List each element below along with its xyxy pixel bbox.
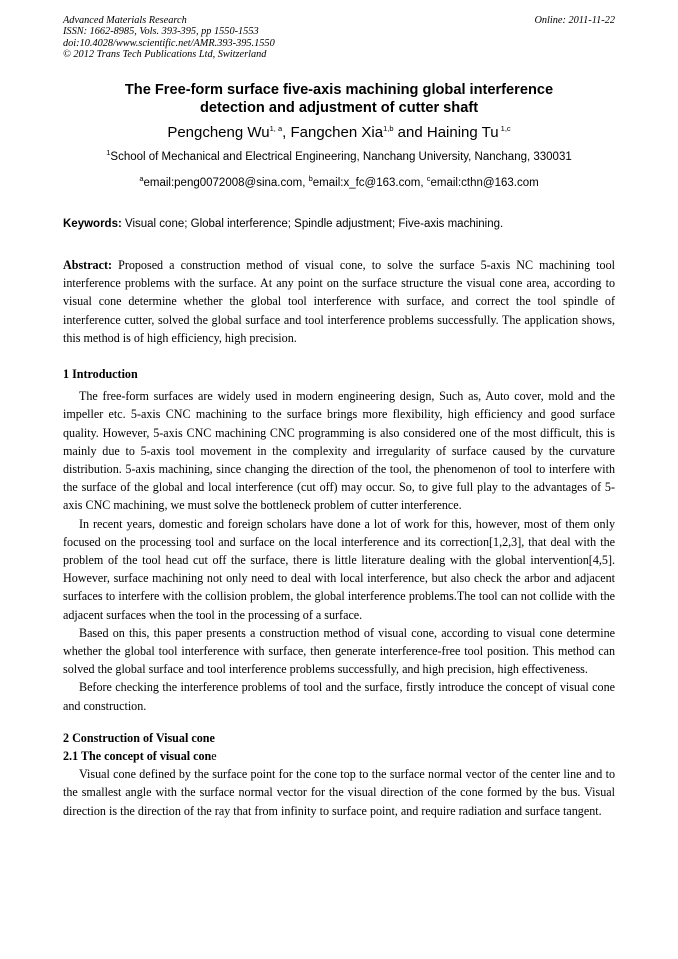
doi-line: doi:10.4028/www.scientific.net/AMR.393-395.1550 [63, 37, 275, 49]
author-name: Fangchen Xia [290, 124, 384, 141]
journal-name: Advanced Materials Research [63, 15, 187, 26]
journal-header [63, 15, 275, 61]
author-list [63, 124, 615, 141]
author-superscript: 1,c [498, 124, 511, 133]
paragraph: In recent years, domestic and foreign scholars have done a lot of work for this, however, most of them only focused on the processing tool and surface on the local interference and its correction[1,2,3], that deal with the problem of the tool head cut off the surface, there is little literature dealing with the global intervention[4,5]. However, surface machining not only need to deal with local interference, but also check the arbor and adjacent surfaces to interfere with the collision problem, the global interference problems.The tool can not collide with the adjacent surfaces when the tool in the processing of a surface. [63, 516, 615, 622]
affiliation [63, 148, 615, 163]
paragraph: The free-form surfaces are widely used in modern engineering design, Such as, Auto cover, mold and the impeller etc. 5-axis CNC machining to the surface brings more flexibility, high efficiency and good surface quality. However, 5-axis CNC machining CNC programming is also considered one of the most difficult, this is mainly due to 5-axis tool movement in the complexity and irregularity of surface caused by the curvature distribution. 5-axis machining, since changing the direction of the tool, the phenomenon of tool to interfere with the surface of the global and local interference (cut off) may occur. So, to give full play to the advantages of 5-axis CNC machining, we must solve the bottleneck problem of cutter interference. [63, 389, 615, 513]
title-line-2: detection and adjustment of cutter shaft [199, 99, 479, 116]
subsection-heading-bold: 2.1 The concept of visual con [63, 749, 212, 764]
email-address: email:cthn@163.com [430, 177, 539, 189]
paragraph: Based on this, this paper presents a construction method of visual cone, according to visual cone determine whether the global tool interference with surface, then generate interference-free tool position. This method can solved the global surface and tool interference problems successfully, and high precision, high effectiveness. [63, 625, 615, 677]
keywords [63, 218, 615, 230]
copyright-line: © 2012 Trans Tech Publications Ltd, Switzerland [63, 49, 267, 61]
keywords-label: Keywords: [63, 218, 122, 230]
subsection-heading [63, 747, 615, 765]
section-heading: 1 Introduction [63, 367, 138, 382]
online-date: Online: 2011-11-22 [534, 15, 615, 26]
email-address: email:x_fc@163.com, [312, 177, 427, 189]
paragraph: Visual cone defined by the surface point for the cone top to the surface normal vector of the center line and to the smallest angle with the surface normal vector for the visual direction of the cone formed by the bus. Visual direction is the direction of the ray that from infinity to surface point, and require radiation and surface tangent. [63, 767, 615, 818]
paragraph: Before checking the interference problems of tool and the surface, firstly introduce the concept of visual cone and construction. [63, 680, 615, 713]
paper-title [63, 82, 615, 117]
keywords-text: Visual cone; Global interference; Spindle adjustment; Five-axis machining. [121, 218, 504, 230]
abstract-label: Abstract: [63, 258, 113, 272]
author-separator: , [282, 124, 291, 141]
author-name: Pengcheng Wu [167, 124, 270, 141]
email-superscript: b [308, 174, 313, 184]
affiliation-superscript: 1 [106, 148, 111, 158]
subsection-heading-tail: e [211, 749, 217, 764]
abstract [63, 256, 615, 347]
author-separator: and [393, 124, 427, 141]
section-heading: 2 Construction of Visual cone [63, 730, 215, 745]
title-line-1: The Free-form surface five-axis machining global interference [124, 82, 554, 98]
paper-body [63, 256, 615, 820]
affiliation-text: School of Mechanical and Electrical Engineering, Nanchang University, Nanchang, 330031 [110, 151, 572, 163]
email-superscript: c [426, 174, 431, 184]
author-name: Haining Tu [426, 124, 499, 141]
issn-line: ISSN: 1662-8985, Vols. 393-395, pp 1550-1553 [63, 26, 259, 38]
abstract-text: Proposed a construction method of visual cone, to solve the surface 5-axis NC machining tool interference problems with the surface. At any point on the surface structure the visual cone area, according to visual cone determine whether the global tool interference with surface, and correct the tool spindle of interference cutter, solved the global surface and tool interference problems successfully. The application shows, this method is of high efficiency, high precision. [63, 258, 615, 345]
email-address: email:peng0072008@sina.com, [143, 177, 309, 189]
email-list [63, 174, 615, 189]
author-superscript: 1,b [383, 124, 394, 133]
author-superscript: 1, a [269, 124, 283, 133]
email-superscript: a [139, 174, 144, 184]
